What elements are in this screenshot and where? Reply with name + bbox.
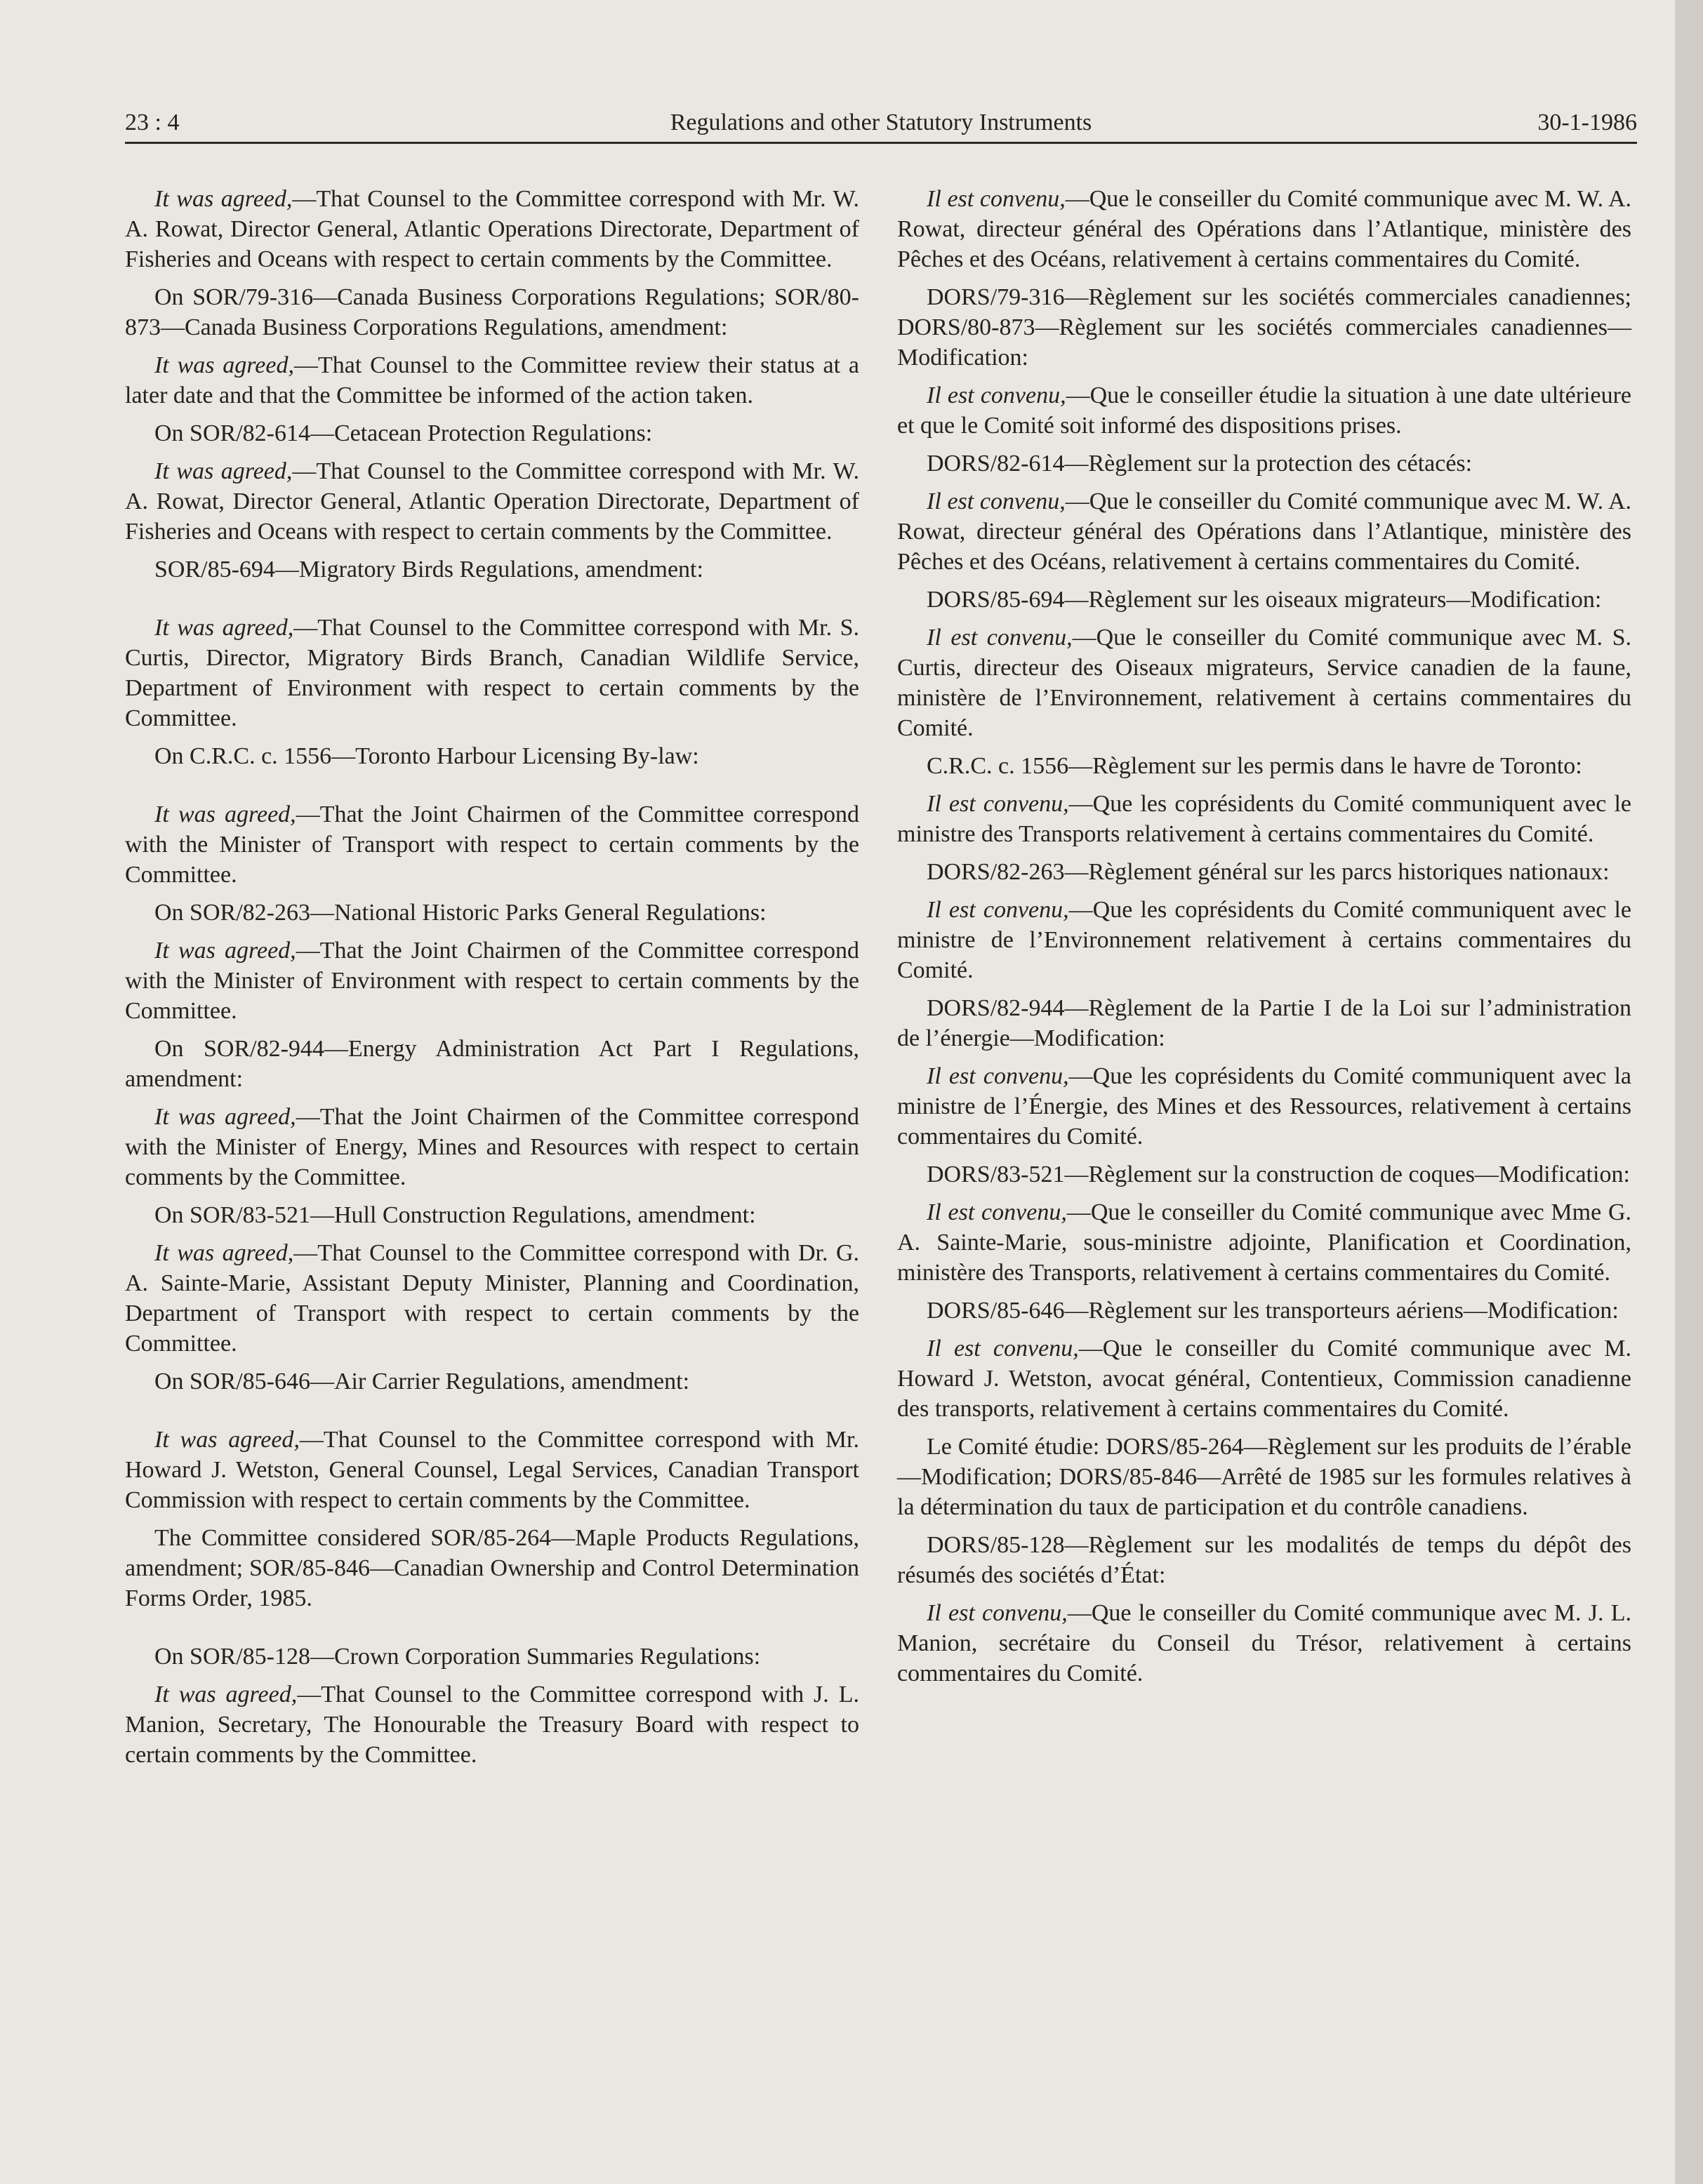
french-column (897, 184, 1631, 1696)
paragraph-lead: Il est convenu, (927, 1600, 1068, 1626)
paragraph-text: C.R.C. c. 1556—Règlement sur les permis dans le havre de Toronto: (927, 753, 1582, 779)
paragraph (125, 1238, 859, 1359)
paragraph (125, 1102, 859, 1192)
paragraph (897, 282, 1631, 373)
paragraph (125, 1034, 859, 1094)
paragraph-lead: It was agreed, (154, 1427, 300, 1453)
paragraph (125, 1523, 859, 1613)
paragraph (897, 1159, 1631, 1190)
paragraph (125, 1200, 859, 1230)
paragraph-lead: Il est convenu, (927, 488, 1066, 514)
paragraph-text: —That Counsel to the Committee review their status at a later date and that the Committee be informed of the action taken. (125, 352, 859, 408)
paragraph-text: —Que les coprésidents du Comité communiquent avec le ministre de l’Environnement relativement à certains commentaires du Comité. (897, 897, 1632, 983)
paragraph (897, 1598, 1631, 1689)
paragraph (125, 1679, 859, 1770)
paragraph-lead: Il est convenu, (927, 186, 1066, 212)
paragraph-text: On SOR/83-521—Hull Construction Regulations, amendment: (154, 1202, 756, 1228)
paragraph-text: DORS/85-694—Règlement sur les oiseaux migrateurs—Modification: (927, 587, 1602, 613)
paragraph (125, 350, 859, 411)
paragraph (897, 1432, 1631, 1522)
header-rule (125, 142, 1637, 144)
paragraph-lead: It was agreed, (154, 1104, 296, 1130)
page-edge (1675, 0, 1703, 2184)
paragraph-lead: It was agreed, (154, 801, 296, 827)
paragraph-text: DORS/82-614—Règlement sur la protection des cétacés: (927, 451, 1473, 477)
paragraph-text: DORS/83-521—Règlement sur la construction de coques—Modification: (927, 1161, 1630, 1187)
paragraph (125, 1425, 859, 1515)
paragraph-lead: Il est convenu, (927, 1063, 1069, 1089)
paragraph-text: —Que le conseiller étudie la situation à une date ultérieure et que le Comité soit informé des dispositions prises. (897, 382, 1631, 439)
paragraph-text: —Que le conseiller du Comité communique avec M. Howard J. Wetston, avocat général, Contentieux, Commission canadienne des transports, relativement à certains commentaires du Comité. (897, 1336, 1632, 1422)
paragraph (897, 1530, 1631, 1590)
paragraph (897, 486, 1631, 577)
paragraph (897, 184, 1631, 274)
paragraph (125, 456, 859, 547)
paragraph-text: DORS/85-646—Règlement sur les transporteurs aériens—Modification: (927, 1298, 1619, 1324)
paragraph-text: —Que le conseiller du Comité communique avec M. J. L. Manion, secrétaire du Conseil du Trésor, relativement à certains commentaires du Comité. (897, 1600, 1632, 1686)
paragraph-lead: Il est convenu, (927, 897, 1069, 923)
paragraph-lead: It was agreed, (154, 1240, 294, 1266)
header-date: 30-1-1986 (1537, 109, 1637, 135)
paragraph-text: On SOR/82-614—Cetacean Protection Regulations: (154, 420, 653, 446)
paragraph-lead: It was agreed, (154, 352, 294, 378)
paragraph-lead: Il est convenu, (927, 625, 1073, 651)
paragraph-lead: It was agreed, (154, 1682, 298, 1707)
paragraph-text: —That the Joint Chairmen of the Committee correspond with the Minister of Environment with respect to certain comments by the Committee. (125, 938, 859, 1024)
paragraph-text: The Committee considered SOR/85-264—Maple Products Regulations, amendment; SOR/85-846—Canadian Ownership and Control Determination Forms Order, 1985. (125, 1525, 859, 1611)
paragraph (125, 1642, 859, 1672)
running-title: Regulations and other Statutory Instruments (670, 109, 1092, 135)
paragraph (897, 1333, 1631, 1424)
paragraph-text: —That Counsel to the Committee correspond with Mr. W. A. Rowat, Director General, Atlantic Operations Directorate, Department of Fisheries and Oceans with respect to certain comments by the Committee. (125, 186, 859, 272)
paragraph-text: On SOR/82-263—National Historic Parks General Regulations: (154, 900, 767, 926)
paragraph (125, 1366, 859, 1397)
paragraph-lead: It was agreed, (154, 615, 294, 641)
paragraph-text: On SOR/85-128—Crown Corporation Summaries Regulations: (154, 1644, 761, 1670)
paragraph (897, 380, 1631, 441)
paragraph-text: On SOR/85-646—Air Carrier Regulations, amendment: (154, 1369, 690, 1394)
paragraph-text: —That Counsel to the Committee correspond with J. L. Manion, Secretary, The Honourable the Treasury Board with respect to certain comments by the Committee. (125, 1682, 859, 1768)
paragraph-lead: It was agreed, (154, 938, 296, 964)
paragraph-text: —That the Joint Chairmen of the Committee correspond with the Minister of Transport with respect to certain comments by the Committee. (125, 801, 859, 888)
paragraph-lead: It was agreed, (154, 186, 293, 212)
paragraph-lead: It was agreed, (154, 458, 293, 484)
paragraph-text: On SOR/82-944—Energy Administration Act Part I Regulations, amendment: (125, 1036, 859, 1092)
paragraph (125, 184, 859, 274)
paragraph-lead: Il est convenu, (927, 1199, 1067, 1225)
paragraph (125, 741, 859, 771)
paragraph (125, 935, 859, 1026)
paragraph-text: —That the Joint Chairmen of the Committee correspond with the Minister of Energy, Mines and Resources with respect to certain comments by the Committee. (125, 1104, 859, 1190)
paragraph (125, 898, 859, 928)
paragraph (897, 789, 1631, 849)
paragraph (125, 282, 859, 342)
paragraph-lead: Il est convenu, (927, 1336, 1079, 1361)
page-header (125, 105, 1637, 140)
paragraph-text: —That Counsel to the Committee correspond with Mr. S. Curtis, Director, Migratory Birds Branch, Canadian Wildlife Service, Department of Environment with respect to certain comments by the Committee. (125, 615, 859, 731)
paragraph-text: DORS/82-944—Règlement de la Partie I de la Loi sur l’administration de l’énergie—Modification: (897, 995, 1631, 1051)
paragraph-text: —Que le conseiller du Comité communique avec Mme G. A. Sainte-Marie, sous-ministre adjointe, Planification et Coordination, ministère des Transports, relativement à certains commentaires du Comité. (897, 1199, 1632, 1286)
paragraph-text: —Que le conseiller du Comité communique avec M. S. Curtis, directeur des Oiseaux migrateurs, Service canadien de la faune, ministère de l’Environnement, relativement à certains commentaires du Comité. (897, 625, 1632, 741)
paragraph (897, 857, 1631, 887)
paragraph-text: —Que le conseiller du Comité communique avec M. W. A. Rowat, directeur général des Opérations dans l’Atlantique, ministère des Pêches et des Océans, relativement à certains commentaires du Comité. (897, 186, 1632, 272)
paragraph-text: Le Comité étudie: DORS/85-264—Règlement sur les produits de l’érable—Modification; DORS/85-846—Arrêté de 1985 sur les formules relatives à la détermination du taux de participation et du contrôle canadiens. (897, 1434, 1631, 1520)
paragraph-text: —That Counsel to the Committee correspond with Dr. G. A. Sainte-Marie, Assistant Deputy Minister, Planning and Coordination, Department of Transport with respect to certain comments by the Committee. (125, 1240, 859, 1357)
paragraph (897, 1061, 1631, 1152)
paragraph (897, 622, 1631, 743)
paragraph-lead: Il est convenu, (927, 382, 1066, 408)
paragraph-text: On SOR/79-316—Canada Business Corporations Regulations; SOR/80-873—Canada Business Corporations Regulations, amendment: (125, 284, 859, 340)
paragraph (125, 799, 859, 890)
paragraph (125, 554, 859, 585)
paragraph (897, 1296, 1631, 1326)
paragraph (897, 895, 1631, 985)
paragraph-text: —Que le conseiller du Comité communique avec M. W. A. Rowat, directeur général des Opérations dans l’Atlantique, ministère des Pêches et des Océans, relativement à certains commentaires du Comité. (897, 488, 1632, 575)
paragraph (897, 585, 1631, 615)
paragraph (125, 418, 859, 448)
paragraph-lead: Il est convenu, (927, 791, 1069, 817)
paragraph-text: On C.R.C. c. 1556—Toronto Harbour Licensing By-law: (154, 743, 699, 769)
paragraph-text: DORS/82-263—Règlement général sur les parcs historiques nationaux: (927, 859, 1610, 885)
paragraph-text: —Que les coprésidents du Comité communiquent avec la ministre de l’Énergie, des Mines et des Ressources, relativement à certains commentaires du Comité. (897, 1063, 1632, 1150)
page-number: 23 : 4 (125, 109, 180, 135)
paragraph-text: SOR/85-694—Migratory Birds Regulations, amendment: (154, 557, 703, 582)
paragraph (897, 751, 1631, 781)
paragraph-text: DORS/85-128—Règlement sur les modalités de temps du dépôt des résumés des sociétés d’État: (897, 1532, 1631, 1588)
paragraph-text: —That Counsel to the Committee correspond with Mr. Howard J. Wetston, General Counsel, Legal Services, Canadian Transport Commission with respect to certain comments by the Committee. (125, 1427, 859, 1513)
paragraph-text: —That Counsel to the Committee correspond with Mr. W. A. Rowat, Director General, Atlantic Operation Directorate, Department of Fisheries and Oceans with respect to certain comments by the Committee. (125, 458, 859, 545)
paragraph (897, 993, 1631, 1053)
paragraph-text: —Que les coprésidents du Comité communiquent avec le ministre des Transports relativement à certains commentaires du Comité. (897, 791, 1632, 847)
paragraph (897, 1197, 1631, 1288)
paragraph-text: DORS/79-316—Règlement sur les sociétés commerciales canadiennes; DORS/80-873—Règlement sur les sociétés commerciales canadiennes—Modification: (897, 284, 1631, 371)
paragraph (897, 448, 1631, 479)
paragraph (125, 613, 859, 733)
english-column (125, 184, 859, 1778)
